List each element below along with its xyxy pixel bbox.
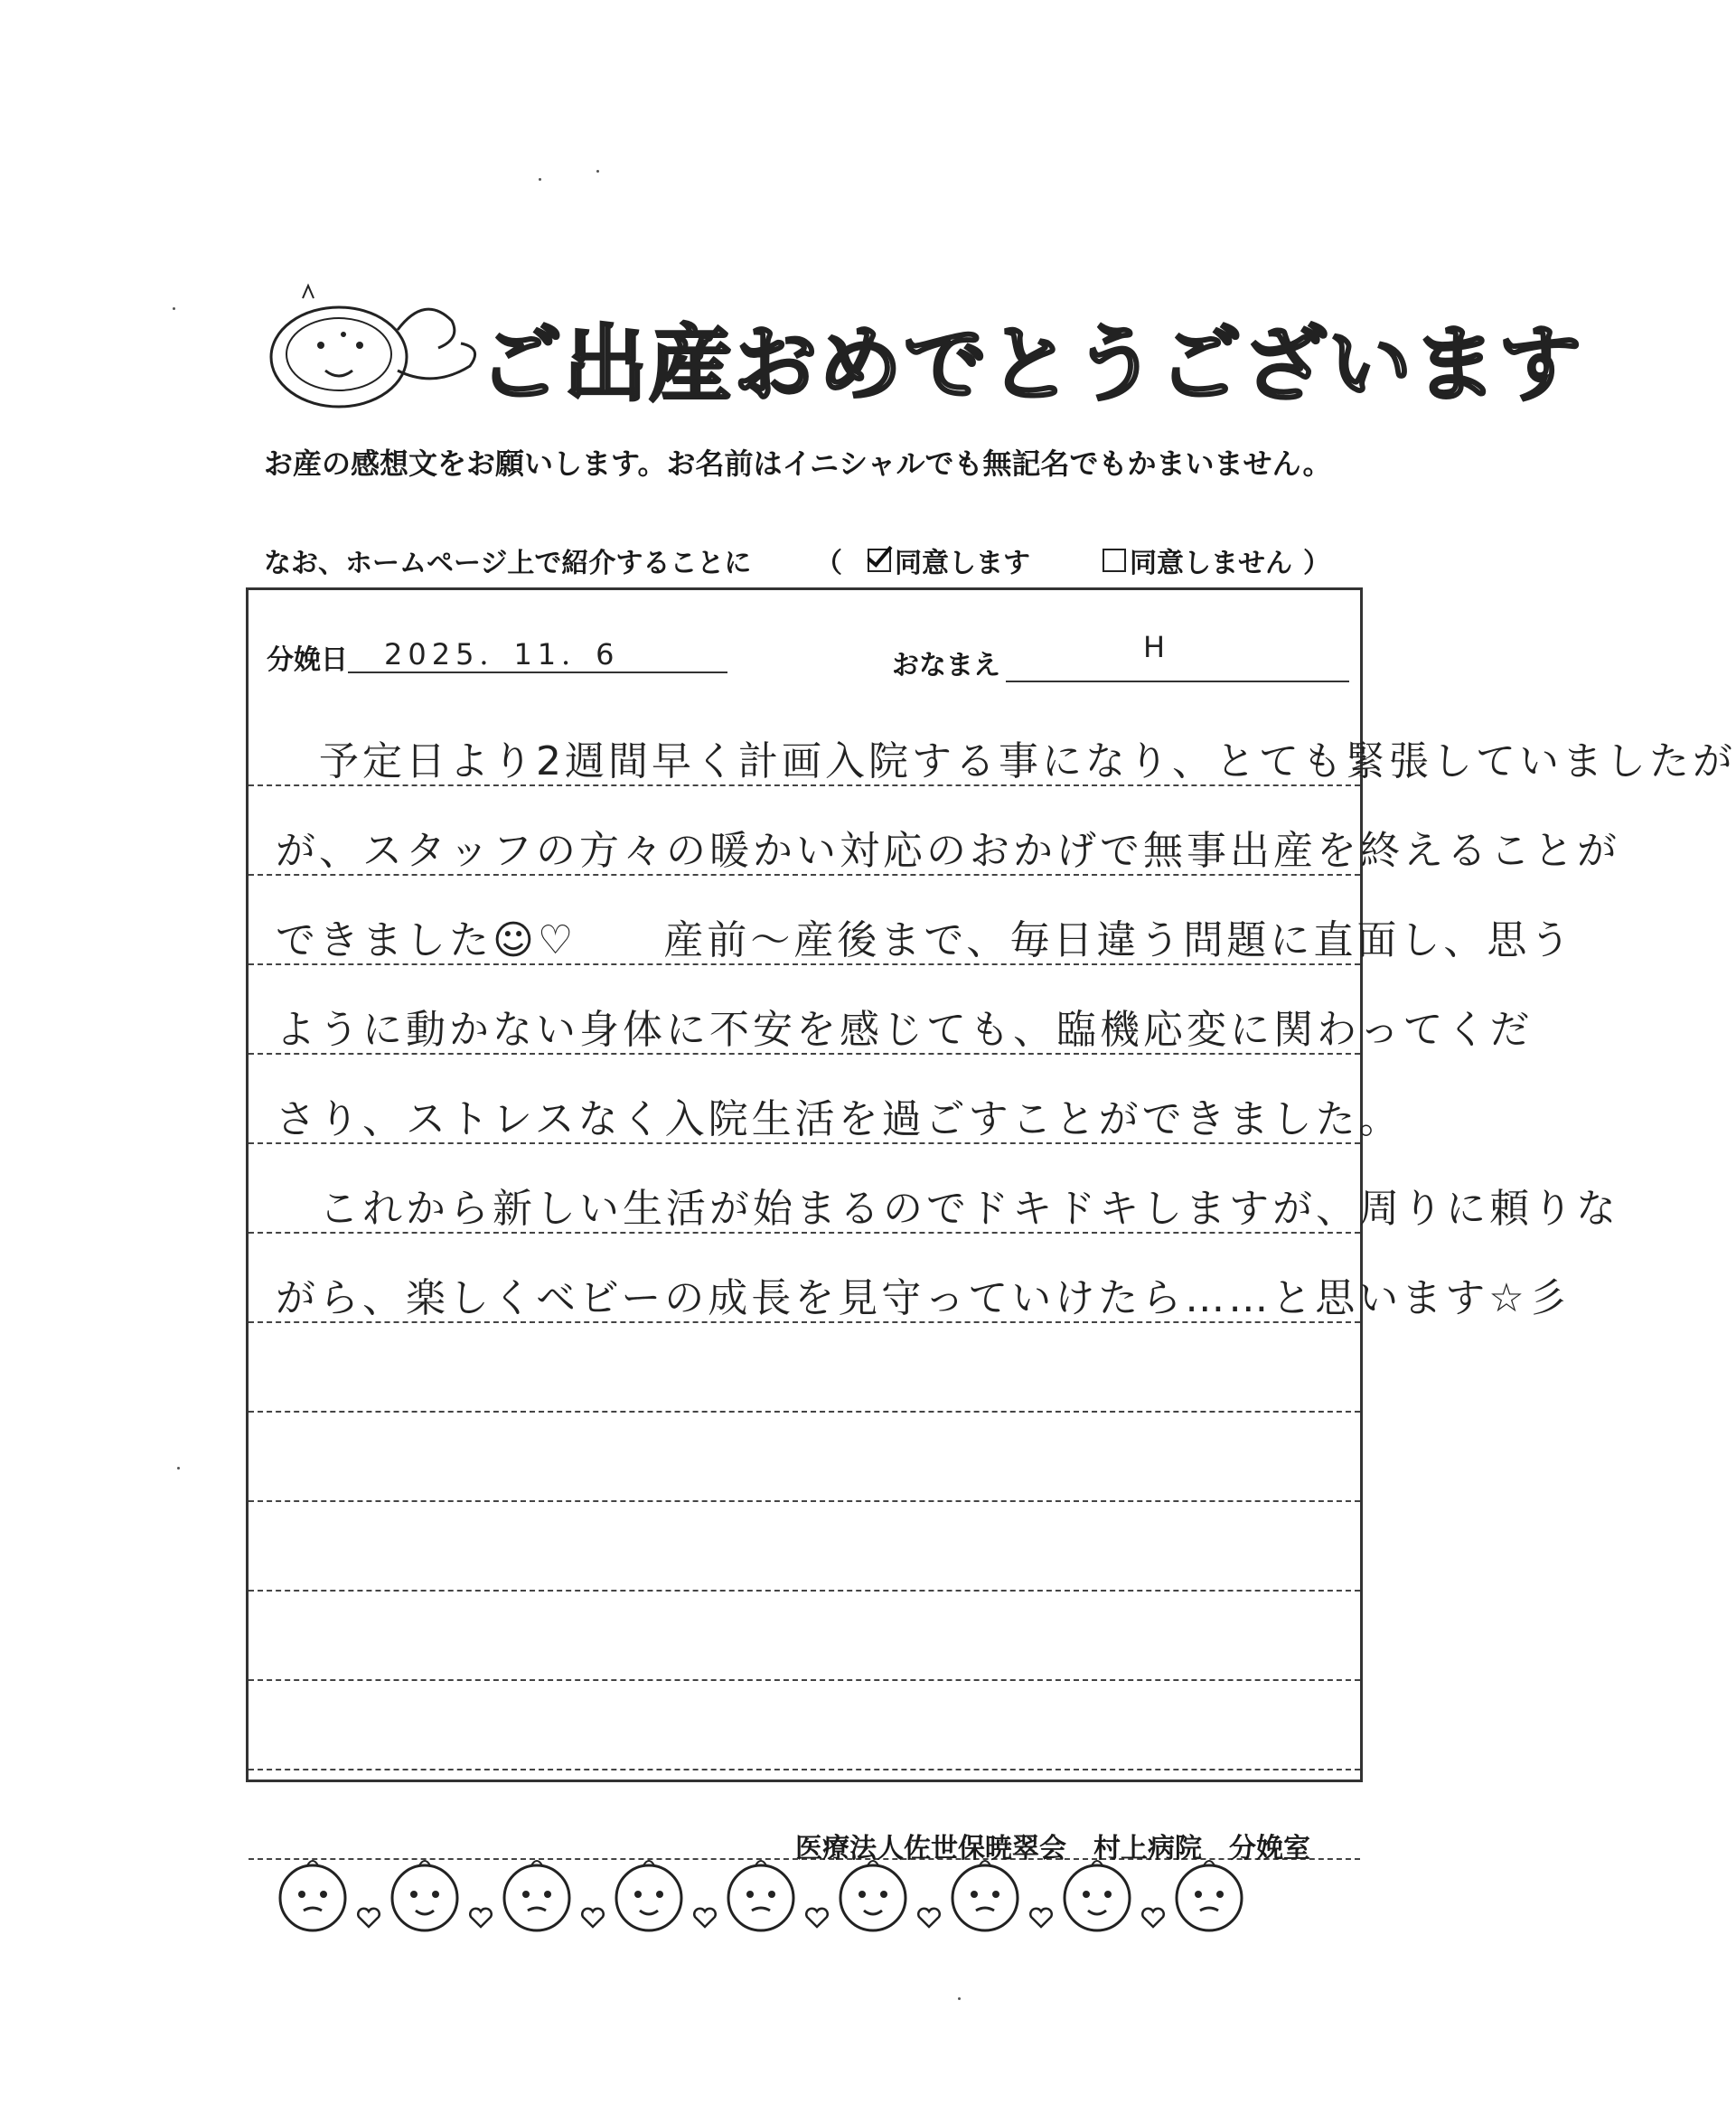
scan-speck: [173, 307, 175, 310]
baby-face-icon: [943, 1853, 1027, 1936]
heart-icon: [692, 1907, 718, 1929]
heart-icon: [1140, 1907, 1166, 1929]
ruled-line: [249, 1590, 1360, 1592]
name-underline: [1006, 681, 1349, 682]
ruled-line: [249, 1232, 1360, 1234]
comment-line-text[interactable]: がら、楽しくベビーの成長を見守っていけたら……と思います☆彡: [276, 1275, 1572, 1321]
comment-line-text[interactable]: これから新しい生活が始まるのでドキドキしますが、周りに頼りな: [276, 1186, 1620, 1232]
ruled-line: [249, 874, 1360, 876]
baby-face-icon: [831, 1853, 915, 1936]
scan-speck: [596, 170, 599, 173]
baby-face-icon: [607, 1853, 690, 1936]
comment-line-text[interactable]: ように動かない身体に不安を感じても、臨機応変に関わってくだ: [276, 1007, 1534, 1053]
ruled-line: [249, 1142, 1360, 1144]
disagree-checkbox[interactable]: [1103, 549, 1126, 572]
ruled-line: [249, 1411, 1360, 1413]
baby-face-icon: [271, 1853, 354, 1936]
baby-face-icon: [383, 1853, 466, 1936]
consent-prompt: なお、ホームページ上で紹介することに: [264, 548, 752, 579]
agree-label: 同意します: [895, 548, 1030, 579]
comment-line-text[interactable]: さり、ストレスなく入院生活を過ごすことができました。: [276, 1096, 1403, 1142]
comment-line-text[interactable]: 予定日より2週間早く計画入院する事になり、とても緊張していましたが: [276, 738, 1736, 784]
agree-checkbox[interactable]: [868, 549, 891, 572]
heart-icon: [804, 1907, 830, 1929]
baby-face-icon: [1056, 1853, 1139, 1936]
delivery-date-value[interactable]: 2025．11．6: [384, 637, 620, 671]
scan-speck: [539, 178, 541, 181]
comment-line-text[interactable]: できました☺♡ 産前～産後まで、毎日違う問題に直面し、思う: [276, 917, 1574, 963]
baby-illustration-icon: [262, 280, 497, 416]
disagree-label: 同意しません: [1130, 548, 1292, 579]
open-paren: （: [815, 548, 842, 579]
ruled-line: [249, 784, 1360, 786]
request-text: お産の感想文をお願いします。お名前はイニシャルでも無記名でもかまいません。: [264, 446, 1332, 481]
delivery-date-label: 分娩日: [267, 644, 348, 676]
heart-icon: [1028, 1907, 1054, 1929]
baby-face-icon: [1168, 1853, 1251, 1936]
delivery-date-underline: [348, 671, 727, 673]
heart-icon: [356, 1907, 381, 1929]
heart-icon: [580, 1907, 605, 1929]
scan-speck: [177, 1467, 180, 1470]
page-title: ご出産おめでとうございます: [479, 316, 1584, 413]
ruled-line: [249, 1769, 1360, 1770]
ruled-line: [249, 963, 1360, 965]
scan-speck: [958, 1997, 961, 2000]
comment-form: [246, 587, 1736, 1782]
organization-name: 医療法人佐世保暁翠会 村上病院 分娩室: [795, 1833, 1310, 1864]
baby-face-icon: [719, 1853, 802, 1936]
agree-option[interactable]: [868, 540, 1030, 580]
baby-face-icon: [495, 1853, 578, 1936]
baby-faces-decoration: [271, 1853, 1356, 1952]
name-value[interactable]: H: [1143, 630, 1171, 664]
close-paren: ）: [1303, 548, 1330, 579]
name-label: おなまえ: [892, 650, 1000, 681]
comment-line-text[interactable]: が、スタッフの方々の暖かい対応のおかげで無事出産を終えることが: [276, 828, 1620, 874]
heart-icon: [916, 1907, 942, 1929]
ruled-line: [249, 1500, 1360, 1502]
ruled-line: [249, 1321, 1360, 1323]
header: [262, 271, 1584, 416]
heart-icon: [468, 1907, 493, 1929]
ruled-line: [249, 1053, 1360, 1055]
disagree-option[interactable]: [1103, 540, 1292, 580]
ruled-line: [249, 1679, 1360, 1681]
